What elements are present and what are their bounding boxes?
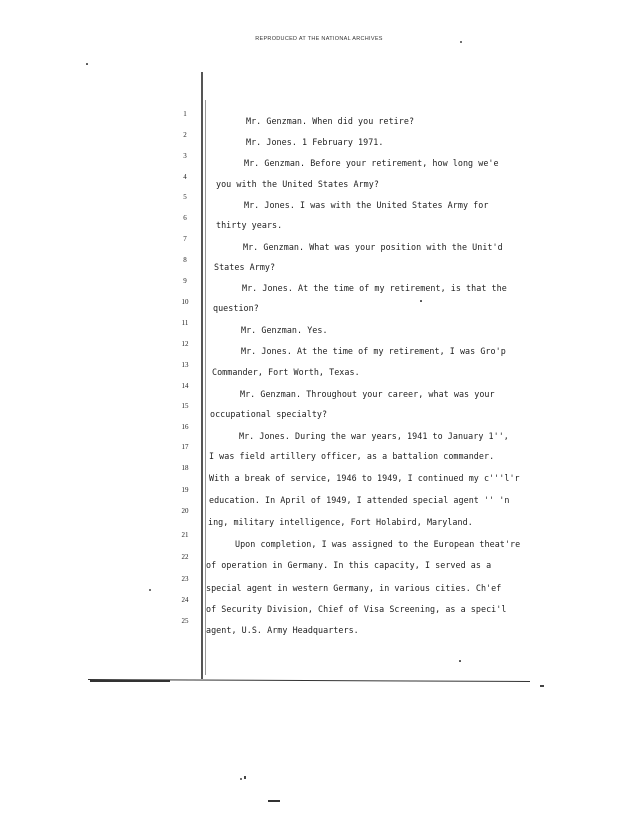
transcript-line: thirty years. bbox=[216, 220, 283, 230]
left-margin-rule bbox=[201, 72, 203, 679]
scan-speck bbox=[540, 685, 544, 687]
line-number: 18 bbox=[181, 464, 189, 472]
line-number: 16 bbox=[181, 423, 189, 431]
line-number: 2 bbox=[183, 131, 187, 139]
transcript-line: question? bbox=[213, 303, 259, 313]
line-number: 21 bbox=[181, 531, 189, 539]
line-number: 4 bbox=[183, 173, 187, 181]
transcript-line: Upon completion, I was assigned to the European theat're bbox=[235, 539, 521, 549]
transcript-line: occupational specialty? bbox=[210, 409, 328, 419]
line-number: 6 bbox=[183, 214, 187, 222]
transcript-line: of operation in Germany. In this capacity, I served as a bbox=[206, 560, 492, 570]
transcript-line: States Army? bbox=[214, 262, 276, 272]
bottom-dash-mark bbox=[268, 800, 280, 802]
transcript-line: education. In April of 1949, I attended special agent '' 'n bbox=[209, 495, 510, 505]
transcript-line: Mr. Genzman. Throughout your career, what was your bbox=[240, 389, 495, 399]
line-number: 23 bbox=[181, 575, 189, 583]
line-number: 8 bbox=[183, 256, 187, 264]
line-number: 25 bbox=[181, 617, 189, 625]
transcript-line: I was field artillery officer, as a battalion commander. bbox=[209, 451, 495, 461]
transcript-line: Mr. Jones. At the time of my retirement, is that the bbox=[242, 283, 507, 293]
line-number: 13 bbox=[181, 361, 189, 369]
transcript-line: Mr. Genzman. Before your retirement, how long we'e bbox=[244, 158, 499, 168]
line-number: 22 bbox=[181, 553, 189, 561]
scan-speck bbox=[149, 589, 151, 591]
line-number: 3 bbox=[183, 152, 187, 160]
transcript-line: Commander, Fort Worth, Texas. bbox=[212, 367, 360, 377]
scan-speck bbox=[240, 778, 242, 780]
transcript-line: agent, U.S. Army Headquarters. bbox=[206, 625, 359, 635]
transcript-line: ing, military intelligence, Fort Holabird, Maryland. bbox=[208, 517, 473, 527]
scan-speck bbox=[86, 63, 88, 65]
transcript-line: Mr. Genzman. When did you retire? bbox=[246, 116, 415, 126]
transcript-line: special agent in western Germany, in various cities. Ch'ef bbox=[206, 583, 502, 593]
line-number: 19 bbox=[181, 486, 189, 494]
line-number: 10 bbox=[181, 298, 189, 306]
transcript-line: Mr. Genzman. What was your position with the Unit'd bbox=[243, 242, 503, 252]
scan-speck bbox=[460, 41, 462, 43]
transcript-line: you with the United States Army? bbox=[216, 179, 379, 189]
transcript-line: of Security Division, Chief of Visa Screening, as a speci'l bbox=[206, 604, 507, 614]
transcript-line: Mr. Jones. At the time of my retirement, I was Gro'p bbox=[241, 346, 506, 356]
line-number: 15 bbox=[181, 402, 189, 410]
transcript-line: Mr. Jones. 1 February 1971. bbox=[246, 137, 384, 147]
line-number: 11 bbox=[181, 319, 189, 327]
line-number: 7 bbox=[183, 235, 187, 243]
archive-stamp-header: REPRODUCED AT THE NATIONAL ARCHIVES bbox=[255, 36, 383, 42]
scan-speck bbox=[244, 776, 246, 779]
transcript-line: With a break of service, 1946 to 1949, I continued my c'''l'r bbox=[209, 473, 520, 483]
line-number: 12 bbox=[181, 340, 189, 348]
transcript-line: Mr. Jones. During the war years, 1941 to January 1'', bbox=[239, 431, 509, 441]
scan-speck bbox=[420, 300, 422, 302]
scan-speck bbox=[459, 660, 461, 662]
line-number: 14 bbox=[181, 382, 189, 390]
transcript-line: Mr. Jones. I was with the United States Army for bbox=[244, 200, 489, 210]
line-number: 24 bbox=[181, 596, 189, 604]
transcript-line: Mr. Genzman. Yes. bbox=[241, 325, 328, 335]
line-number: 1 bbox=[183, 110, 187, 118]
line-number: 9 bbox=[183, 277, 187, 285]
line-number: 5 bbox=[183, 193, 187, 201]
line-number: 17 bbox=[181, 443, 189, 451]
line-number: 20 bbox=[181, 507, 189, 515]
